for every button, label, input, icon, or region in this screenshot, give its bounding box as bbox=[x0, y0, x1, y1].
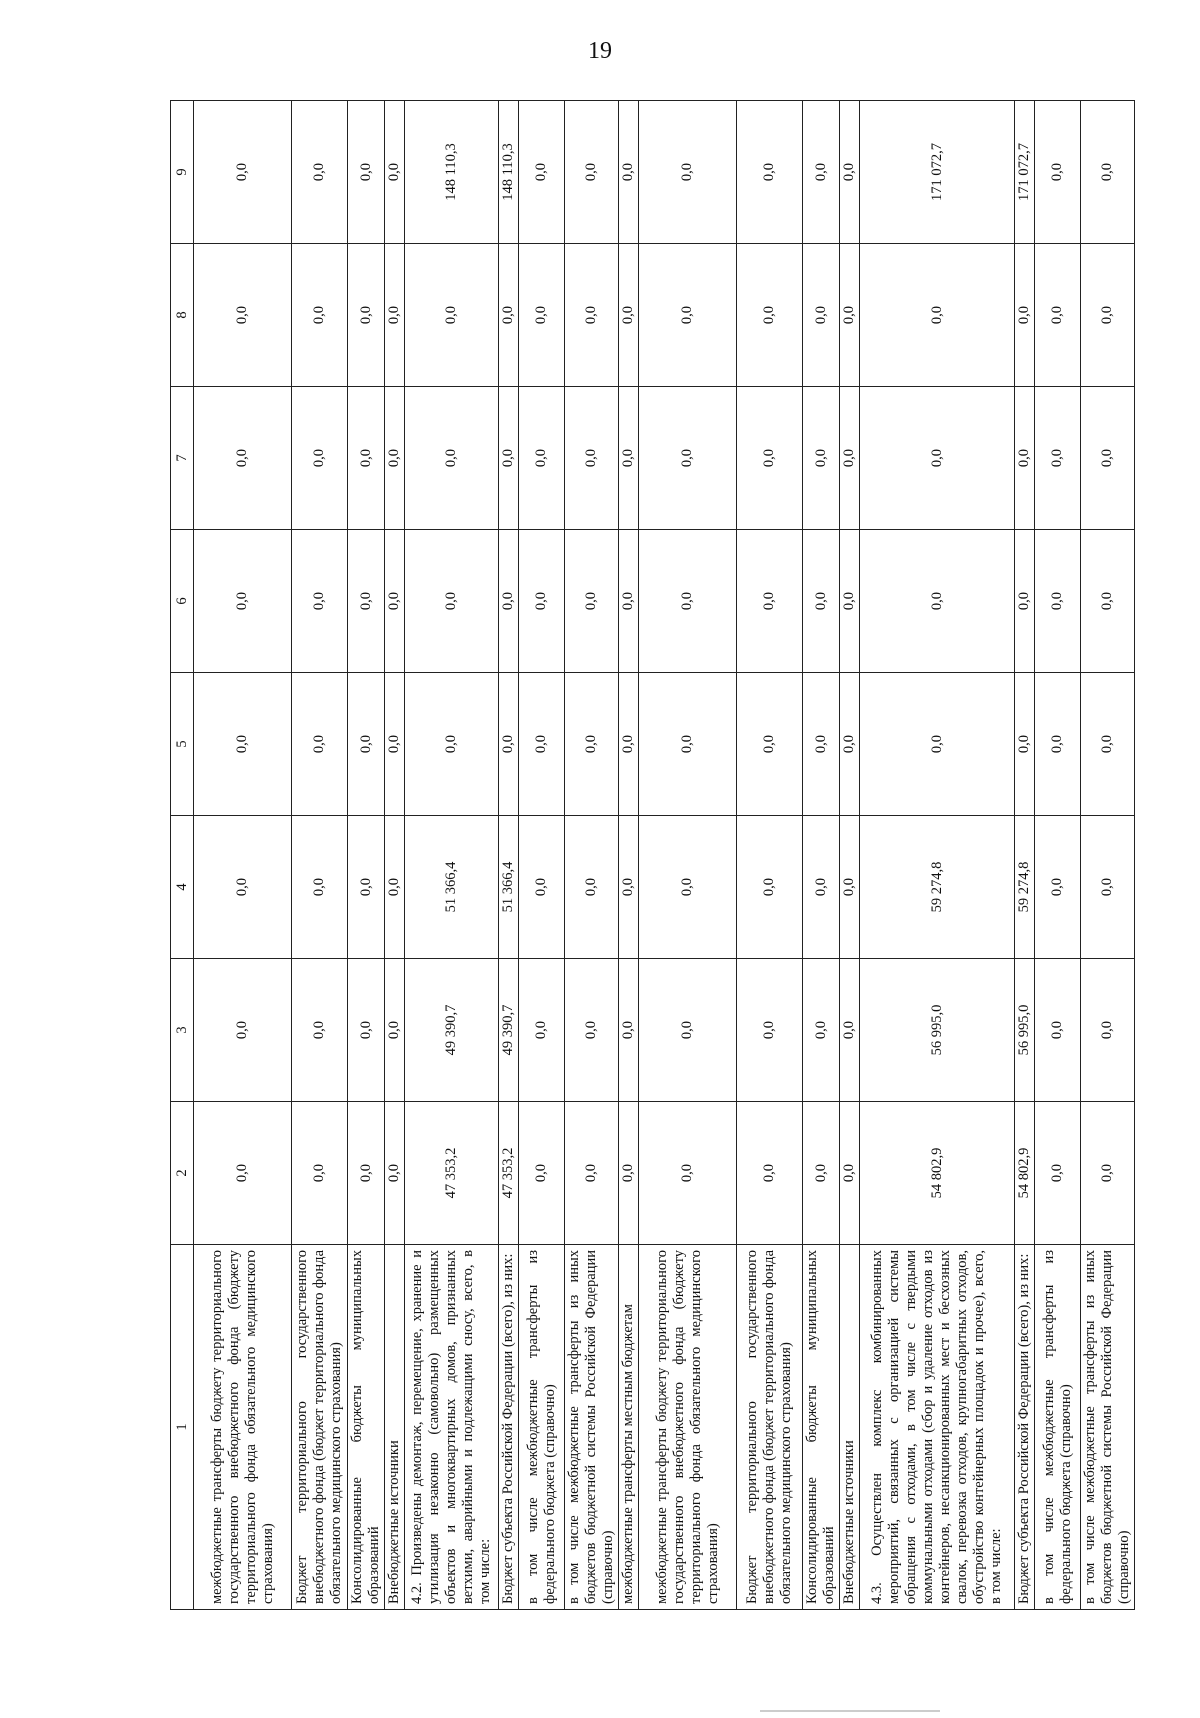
row-label: Консолидированные бюджеты муниципальных образований bbox=[348, 1245, 385, 1610]
row-label: Бюджет субъекта Российской Федерации (всего), из них: bbox=[499, 1245, 519, 1610]
value-cell: 0,0 bbox=[840, 101, 860, 244]
value-cell: 51 366,4 bbox=[405, 816, 499, 959]
value-cell: 0,0 bbox=[639, 530, 737, 673]
row-label: в том числе межбюджетные трансферты из федерального бюджета (справочно) bbox=[1035, 1245, 1081, 1610]
table-row bbox=[737, 101, 803, 1610]
value-cell: 0,0 bbox=[639, 959, 737, 1102]
rotated-table-content bbox=[170, 100, 1145, 1610]
value-cell: 0,0 bbox=[639, 673, 737, 816]
value-cell: 0,0 bbox=[519, 387, 565, 530]
row-label: Бюджет субъекта Российской Федерации (всего), из них: bbox=[1015, 1245, 1035, 1610]
value-cell: 0,0 bbox=[619, 959, 639, 1102]
value-cell: 0,0 bbox=[385, 959, 405, 1102]
value-cell: 0,0 bbox=[519, 673, 565, 816]
budget-table bbox=[170, 100, 1135, 1610]
value-cell: 59 274,8 bbox=[1015, 816, 1035, 959]
value-cell: 0,0 bbox=[619, 673, 639, 816]
value-cell: 0,0 bbox=[385, 244, 405, 387]
value-cell: 0,0 bbox=[1035, 959, 1081, 1102]
table-row bbox=[348, 101, 385, 1610]
value-cell: 0,0 bbox=[292, 387, 348, 530]
value-cell: 0,0 bbox=[619, 101, 639, 244]
value-cell: 0,0 bbox=[619, 244, 639, 387]
row-label: в том числе межбюджетные трансферты из иных бюджетов бюджетной системы Российской Федерации (справочно) bbox=[1081, 1245, 1135, 1610]
value-cell: 0,0 bbox=[860, 530, 1015, 673]
value-cell: 0,0 bbox=[1081, 244, 1135, 387]
value-cell: 0,0 bbox=[405, 244, 499, 387]
value-cell: 0,0 bbox=[194, 959, 292, 1102]
value-cell: 0,0 bbox=[565, 816, 619, 959]
value-cell: 0,0 bbox=[1015, 673, 1035, 816]
row-label: Внебюджетные источники bbox=[840, 1245, 860, 1610]
table-row bbox=[405, 101, 499, 1610]
value-cell: 0,0 bbox=[619, 816, 639, 959]
col-header: 8 bbox=[171, 244, 194, 387]
col-header: 4 bbox=[171, 816, 194, 959]
value-cell: 0,0 bbox=[565, 959, 619, 1102]
value-cell: 0,0 bbox=[499, 673, 519, 816]
value-cell: 0,0 bbox=[840, 244, 860, 387]
value-cell: 0,0 bbox=[499, 387, 519, 530]
value-cell: 51 366,4 bbox=[499, 816, 519, 959]
value-cell: 0,0 bbox=[619, 387, 639, 530]
value-cell: 0,0 bbox=[803, 387, 840, 530]
value-cell: 0,0 bbox=[1035, 530, 1081, 673]
value-cell: 0,0 bbox=[803, 673, 840, 816]
value-cell: 0,0 bbox=[385, 530, 405, 673]
value-cell: 0,0 bbox=[194, 387, 292, 530]
value-cell: 0,0 bbox=[803, 816, 840, 959]
table-row bbox=[840, 101, 860, 1610]
value-cell: 0,0 bbox=[1015, 387, 1035, 530]
value-cell: 0,0 bbox=[803, 1102, 840, 1245]
value-cell: 0,0 bbox=[292, 959, 348, 1102]
value-cell: 0,0 bbox=[194, 1102, 292, 1245]
value-cell: 0,0 bbox=[840, 530, 860, 673]
value-cell: 0,0 bbox=[619, 530, 639, 673]
value-cell: 0,0 bbox=[519, 244, 565, 387]
value-cell: 47 353,2 bbox=[405, 1102, 499, 1245]
value-cell: 0,0 bbox=[1081, 816, 1135, 959]
value-cell: 0,0 bbox=[519, 1102, 565, 1245]
value-cell: 0,0 bbox=[194, 816, 292, 959]
value-cell: 0,0 bbox=[737, 1102, 803, 1245]
value-cell: 0,0 bbox=[1081, 387, 1135, 530]
row-label: Бюджет территориального государственного внебюджетного фонда (бюджет территориального фонда обязательного медицинского страхования) bbox=[292, 1245, 348, 1610]
value-cell: 0,0 bbox=[405, 673, 499, 816]
row-label: межбюджетные трансферты бюджету территориального государственного внебюджетного фонда (бюджету территориального фонда обязательного медицинского страхования) bbox=[194, 1245, 292, 1610]
table-row bbox=[499, 101, 519, 1610]
col-header: 7 bbox=[171, 387, 194, 530]
table-row bbox=[194, 101, 292, 1610]
row-label: 4.2. Произведены демонтаж, перемещение, хранение и утилизация незаконно (самовольно) размещенных объектов и многоквартирных домов, признанных ветхими, аварийными и подлежащими сносу, всего, в том числе: bbox=[405, 1245, 499, 1610]
value-cell: 0,0 bbox=[803, 959, 840, 1102]
value-cell: 0,0 bbox=[737, 244, 803, 387]
value-cell: 0,0 bbox=[499, 244, 519, 387]
value-cell: 0,0 bbox=[194, 530, 292, 673]
value-cell: 0,0 bbox=[737, 530, 803, 673]
table-row bbox=[860, 101, 1015, 1610]
value-cell: 0,0 bbox=[840, 816, 860, 959]
value-cell: 0,0 bbox=[405, 387, 499, 530]
value-cell: 0,0 bbox=[639, 244, 737, 387]
value-cell: 0,0 bbox=[292, 1102, 348, 1245]
value-cell: 0,0 bbox=[737, 387, 803, 530]
value-cell: 0,0 bbox=[840, 959, 860, 1102]
value-cell: 0,0 bbox=[1035, 387, 1081, 530]
value-cell: 49 390,7 bbox=[499, 959, 519, 1102]
value-cell: 0,0 bbox=[639, 387, 737, 530]
row-label: Бюджет территориального государственного внебюджетного фонда (бюджет территориального фонда обязательного медицинского страхования) bbox=[737, 1245, 803, 1610]
value-cell: 0,0 bbox=[348, 244, 385, 387]
value-cell: 0,0 bbox=[1035, 1102, 1081, 1245]
value-cell: 0,0 bbox=[292, 244, 348, 387]
value-cell: 0,0 bbox=[639, 1102, 737, 1245]
value-cell: 0,0 bbox=[348, 959, 385, 1102]
value-cell: 0,0 bbox=[1015, 244, 1035, 387]
value-cell: 0,0 bbox=[519, 959, 565, 1102]
row-label: Внебюджетные источники bbox=[385, 1245, 405, 1610]
page-number: 19 bbox=[588, 38, 612, 64]
value-cell: 0,0 bbox=[639, 816, 737, 959]
value-cell: 49 390,7 bbox=[405, 959, 499, 1102]
value-cell: 0,0 bbox=[619, 1102, 639, 1245]
value-cell: 0,0 bbox=[519, 530, 565, 673]
value-cell: 0,0 bbox=[385, 816, 405, 959]
value-cell: 0,0 bbox=[348, 530, 385, 673]
value-cell: 0,0 bbox=[348, 387, 385, 530]
value-cell: 54 802,9 bbox=[1015, 1102, 1035, 1245]
table-row bbox=[1015, 101, 1035, 1610]
value-cell: 171 072,7 bbox=[1015, 101, 1035, 244]
value-cell: 0,0 bbox=[1015, 530, 1035, 673]
table-row bbox=[292, 101, 348, 1610]
value-cell: 0,0 bbox=[840, 673, 860, 816]
row-label: Консолидированные бюджеты муниципальных образований bbox=[803, 1245, 840, 1610]
value-cell: 0,0 bbox=[803, 530, 840, 673]
value-cell: 0,0 bbox=[405, 530, 499, 673]
scan-artifact-line bbox=[760, 1710, 940, 1712]
value-cell: 0,0 bbox=[860, 244, 1015, 387]
table-row bbox=[565, 101, 619, 1610]
row-label: в том числе межбюджетные трансферты из федерального бюджета (справочно) bbox=[519, 1245, 565, 1610]
value-cell: 0,0 bbox=[737, 673, 803, 816]
value-cell: 56 995,0 bbox=[1015, 959, 1035, 1102]
value-cell: 0,0 bbox=[194, 244, 292, 387]
table-row bbox=[519, 101, 565, 1610]
value-cell: 0,0 bbox=[1035, 816, 1081, 959]
rotated-table-frame bbox=[170, 100, 1145, 1610]
value-cell: 0,0 bbox=[385, 387, 405, 530]
value-cell: 0,0 bbox=[499, 530, 519, 673]
value-cell: 47 353,2 bbox=[499, 1102, 519, 1245]
value-cell: 0,0 bbox=[737, 101, 803, 244]
value-cell: 0,0 bbox=[348, 101, 385, 244]
col-header: 2 bbox=[171, 1102, 194, 1245]
value-cell: 0,0 bbox=[292, 673, 348, 816]
value-cell: 0,0 bbox=[1035, 244, 1081, 387]
value-cell: 0,0 bbox=[292, 816, 348, 959]
value-cell: 0,0 bbox=[1035, 101, 1081, 244]
value-cell: 59 274,8 bbox=[860, 816, 1015, 959]
value-cell: 0,0 bbox=[860, 673, 1015, 816]
col-header: 3 bbox=[171, 959, 194, 1102]
value-cell: 0,0 bbox=[1081, 959, 1135, 1102]
value-cell: 0,0 bbox=[565, 1102, 619, 1245]
value-cell: 148 110,3 bbox=[499, 101, 519, 244]
row-label: в том числе межбюджетные трансферты из иных бюджетов бюджетной системы Российской Федерации (справочно) bbox=[565, 1245, 619, 1610]
value-cell: 0,0 bbox=[1081, 1102, 1135, 1245]
value-cell: 0,0 bbox=[1081, 530, 1135, 673]
value-cell: 0,0 bbox=[194, 101, 292, 244]
col-header: 9 bbox=[171, 101, 194, 244]
col-header: 1 bbox=[171, 1245, 194, 1610]
table-row bbox=[803, 101, 840, 1610]
row-label: межбюджетные трансферты местным бюджетам bbox=[619, 1245, 639, 1610]
row-label: межбюджетные трансферты бюджету территориального государственного внебюджетного фонда (бюджету территориального фонда обязательного медицинского страхования) bbox=[639, 1245, 737, 1610]
col-header: 5 bbox=[171, 673, 194, 816]
value-cell: 0,0 bbox=[519, 101, 565, 244]
value-cell: 0,0 bbox=[803, 101, 840, 244]
value-cell: 0,0 bbox=[1081, 101, 1135, 244]
value-cell: 0,0 bbox=[1081, 673, 1135, 816]
value-cell: 0,0 bbox=[385, 101, 405, 244]
row-label: 4.3. Осуществлен комплекс комбинированных мероприятий, связанных с организацией системы обращения с отходами, в том числе с твердыми коммунальными отходами (сбор и удаление отходов из контейнеров, несанкционированных мест и бесхозных свалок, перевозка отходов, крупногабаритных отходов, обустройство контейнерных площадок и прочее), всего, в том числе: bbox=[860, 1245, 1015, 1610]
table-row bbox=[1035, 101, 1081, 1610]
table-row bbox=[385, 101, 405, 1610]
value-cell: 0,0 bbox=[385, 673, 405, 816]
value-cell: 0,0 bbox=[348, 673, 385, 816]
table-row bbox=[1081, 101, 1135, 1610]
value-cell: 56 995,0 bbox=[860, 959, 1015, 1102]
table-row bbox=[639, 101, 737, 1610]
value-cell: 0,0 bbox=[565, 244, 619, 387]
value-cell: 0,0 bbox=[737, 816, 803, 959]
value-cell: 0,0 bbox=[194, 673, 292, 816]
value-cell: 0,0 bbox=[840, 387, 860, 530]
col-header: 6 bbox=[171, 530, 194, 673]
header-row bbox=[171, 101, 194, 1610]
value-cell: 0,0 bbox=[639, 101, 737, 244]
value-cell: 0,0 bbox=[292, 101, 348, 244]
value-cell: 0,0 bbox=[519, 816, 565, 959]
value-cell: 0,0 bbox=[348, 816, 385, 959]
value-cell: 0,0 bbox=[1035, 673, 1081, 816]
value-cell: 54 802,9 bbox=[860, 1102, 1015, 1245]
value-cell: 0,0 bbox=[860, 387, 1015, 530]
value-cell: 0,0 bbox=[840, 1102, 860, 1245]
value-cell: 0,0 bbox=[565, 673, 619, 816]
table-body bbox=[194, 101, 1135, 1610]
value-cell: 0,0 bbox=[565, 530, 619, 673]
value-cell: 0,0 bbox=[385, 1102, 405, 1245]
value-cell: 0,0 bbox=[565, 387, 619, 530]
value-cell: 0,0 bbox=[292, 530, 348, 673]
value-cell: 0,0 bbox=[565, 101, 619, 244]
value-cell: 148 110,3 bbox=[405, 101, 499, 244]
value-cell: 0,0 bbox=[803, 244, 840, 387]
table-row bbox=[619, 101, 639, 1610]
value-cell: 171 072,7 bbox=[860, 101, 1015, 244]
value-cell: 0,0 bbox=[737, 959, 803, 1102]
value-cell: 0,0 bbox=[348, 1102, 385, 1245]
